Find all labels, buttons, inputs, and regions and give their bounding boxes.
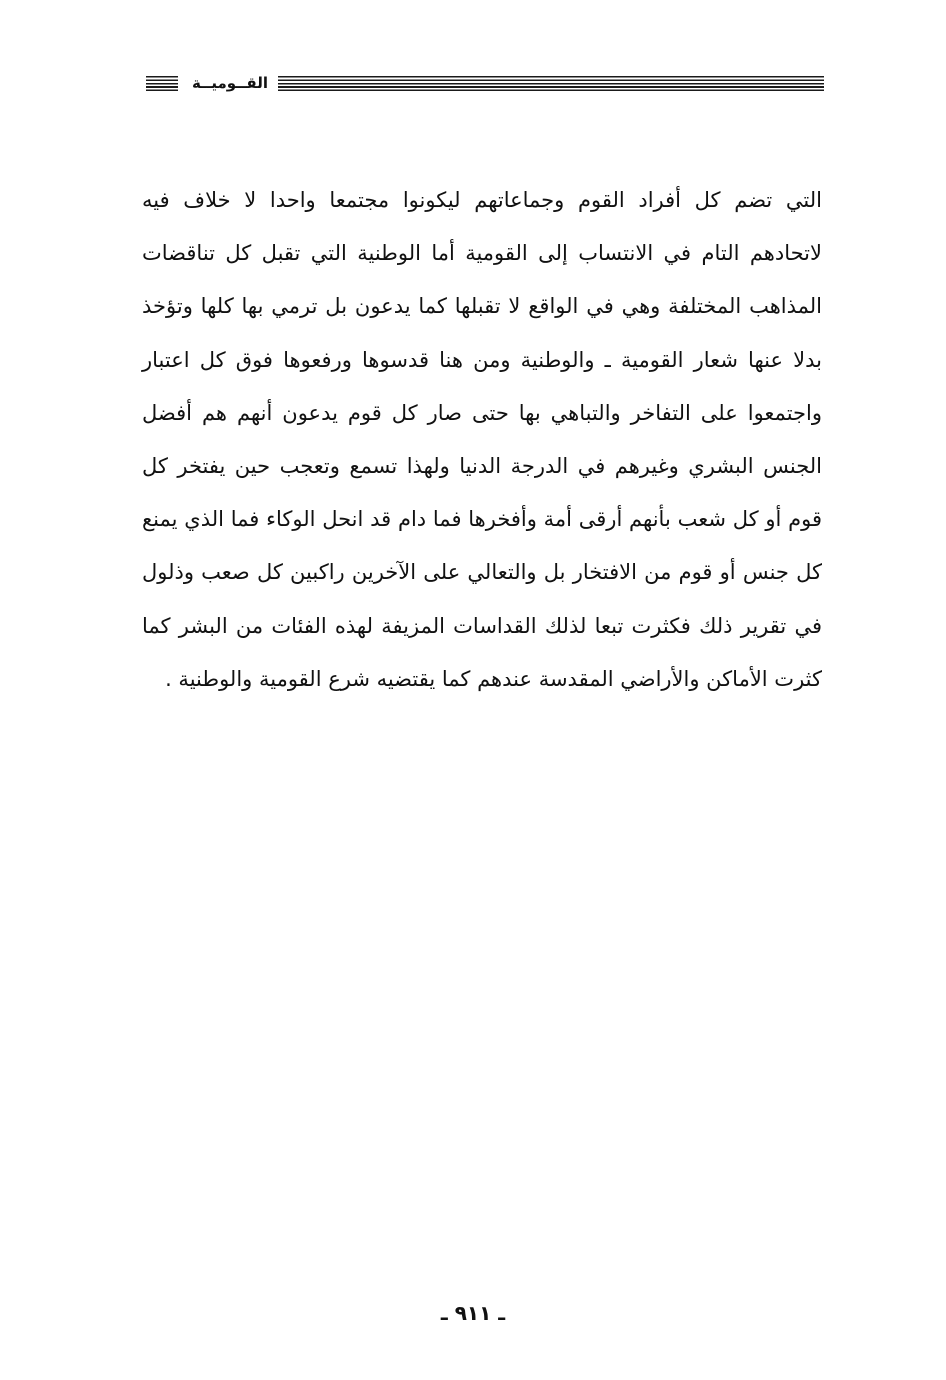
header-title: القــوميــة bbox=[192, 74, 268, 92]
body-paragraph: التي تضم كل أفراد القوم وجماعاتهم ليكونوا مجتمعا واحدا لا خلاف فيه لاتحادهم التام في الانتساب إلى القومية أما الوطنية التي تقبل كل تناقضات المذاهب المختلفة وهي في الواقع لا تقبلها كما يدعون بل ترمي بها كلها وتؤخذ بدلا عنها شعار القومية ـ والوطنية ومن هنا قدسوها ورفعوها فوق كل اعتبار واجتمعوا على التفاخر والتباهي بها حتى صار كل قوم يدعون أنهم هم أفضل الجنس البشري وغيرهم في الدرجة الدنيا ولهذا تسمع وتعجب حين يفتخر كل قوم أو كل شعب بأنهم أرقى أمة وأفخرها فما دام قد انحل الوكاء فما الذي يمنع كل جنس أو قوم من الافتخار بل والتعالي على الآخرين راكبين كل صعب وذلول في تقرير ذلك فكثرت تبعا لذلك القداسات المزيفة لهذه الفئات من البشر كما كثرت الأماكن والأراضي المقدسة عندهم كما يقتضيه شرع القومية والوطنية . bbox=[142, 188, 822, 691]
header-rule-short bbox=[146, 76, 178, 92]
running-header bbox=[146, 74, 824, 96]
header-rule-long bbox=[278, 76, 824, 92]
page-number: ـ ٩١١ ـ bbox=[440, 1301, 506, 1325]
